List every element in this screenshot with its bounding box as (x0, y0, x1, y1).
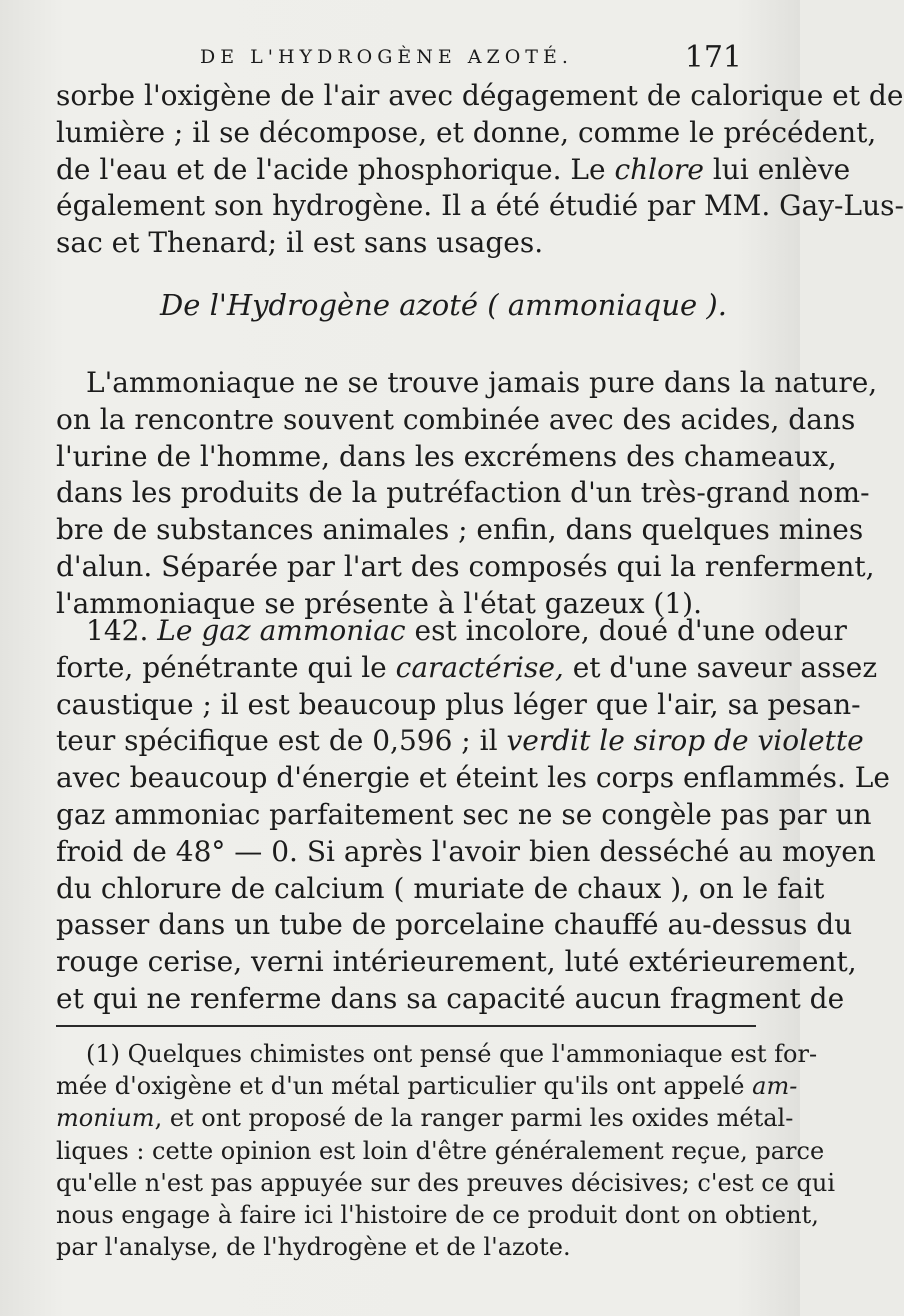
section-title: De l'Hydrogène azoté ( ammoniaque ). (160, 288, 727, 322)
text-line: de l'eau et de l'acide phosphorique. Le chlore lui enlève (56, 152, 851, 186)
footnote-divider (56, 1025, 756, 1027)
page-number: 171 (684, 40, 742, 75)
footnote-line: qu'elle n'est pas appuyée sur des preuves décisives; c'est ce qui (56, 1168, 836, 1197)
text-line: l'ammoniaque se présente à l'état gazeux (1). (56, 586, 702, 620)
text-line: on la rencontre souvent combinée avec des acides, dans (56, 402, 856, 436)
italic-term: Le gaz ammoniac (157, 614, 406, 647)
footnote-line: par l'analyse, de l'hydrogène et de l'azote. (56, 1233, 571, 1262)
footnote-line: (1) Quelques chimistes ont pensé que l'ammoniaque est for- (86, 1040, 818, 1068)
text-line: sac et Thenard; il est sans usages. (56, 226, 544, 260)
paragraph-continuation (56, 78, 904, 262)
text-line: dans les produits de la putréfaction d'un très-grand nom- (56, 476, 870, 510)
text-line: teur spécifique est de 0,596 ; il verdit le sirop de violette (56, 724, 864, 758)
italic-term: verdit le sirop de violette (506, 724, 864, 758)
footnote-line: mée d'oxigène et d'un métal particulier qu'ils ont appelé am- (56, 1072, 798, 1101)
text-line: L'ammoniaque ne se trouve jamais pure dans la nature, (86, 366, 878, 399)
italic-term: caractérise, (395, 650, 564, 684)
footnote-line: nous engage à faire ici l'histoire de ce produit dont on obtient, (56, 1200, 819, 1229)
text-line: lumière ; il se décompose, et donne, comme le précédent, (56, 115, 877, 149)
text-line: froid de 48° — 0. Si après l'avoir bien desséché au moyen (56, 834, 876, 868)
paragraph-number: 142. (86, 614, 158, 647)
paragraph-ammoniaque (56, 365, 878, 623)
text-line: bre de substances animales ; enfin, dans quelques mines (56, 513, 864, 547)
footnote-line: liques : cette opinion est loin d'être généralement reçue, parce (56, 1136, 825, 1165)
text-line: forte, pénétrante qui le caractérise, et d'une saveur assez (56, 650, 878, 684)
text-line: 142. Le gaz ammoniac est incolore, doué d'une odeur (86, 614, 847, 647)
italic-term: am- (752, 1072, 798, 1101)
paragraph-142 (56, 613, 890, 1018)
text-line: avec beaucoup d'énergie et éteint les corps enflammés. Le (56, 761, 890, 795)
text-line: également son hydrogène. Il a été étudié par MM. Gay-Lus- (56, 189, 904, 223)
italic-term: chlore (614, 152, 704, 186)
italic-term: monium (56, 1104, 155, 1133)
footnote (56, 1038, 836, 1263)
text-line: sorbe l'oxigène de l'air avec dégagement de calorique et de (56, 79, 904, 112)
text-line: gaz ammoniac parfaitement sec ne se congèle pas par un (56, 797, 872, 831)
text-line: caustique ; il est beaucoup plus léger que l'air, sa pesan- (56, 687, 861, 721)
text-line: l'urine de l'homme, dans les excrémens des chameaux, (56, 439, 837, 473)
text-line: et qui ne renferme dans sa capacité aucun fragment de (56, 981, 845, 1015)
text-line: rouge cerise, verni intérieurement, luté extérieurement, (56, 945, 857, 979)
text-line: du chlorure de calcium ( muriate de chaux ), on le fait (56, 871, 825, 905)
page-header (200, 40, 742, 76)
footnote-line: monium, et ont proposé de la ranger parmi les oxides métal- (56, 1104, 794, 1133)
running-title: DE L'HYDROGÈNE AZOTÉ. (200, 46, 573, 68)
text-line: d'alun. Séparée par l'art des composés qui la renferment, (56, 549, 875, 583)
text-line: passer dans un tube de porcelaine chauffé au-dessus du (56, 908, 853, 942)
